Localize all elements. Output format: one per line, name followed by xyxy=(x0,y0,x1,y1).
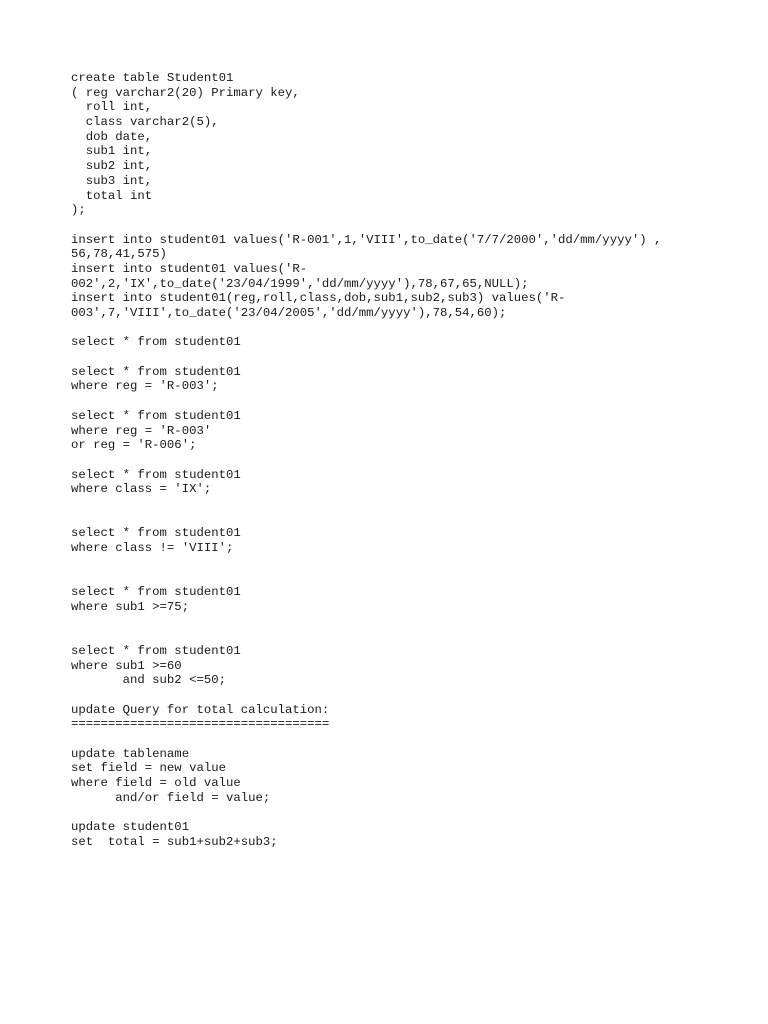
sql-code-block xyxy=(71,71,691,849)
code-line: ( reg varchar2(20) Primary key, xyxy=(71,85,300,100)
code-line xyxy=(71,629,691,644)
code-line: select * from student01 xyxy=(71,335,241,350)
code-line: where class != 'VIII'; xyxy=(71,541,234,555)
code-line: select * from student01 xyxy=(71,643,241,658)
code-line: select * from student01 xyxy=(71,408,241,423)
code-line: select * from student01 xyxy=(71,526,241,541)
code-line xyxy=(71,497,691,512)
code-line: create table Student01 xyxy=(71,71,234,85)
code-line: where reg = 'R-003'; xyxy=(71,379,219,394)
code-line xyxy=(71,732,691,747)
code-line: sub1 int, xyxy=(71,144,153,159)
code-line xyxy=(71,394,691,409)
code-line: total int xyxy=(71,188,153,203)
code-line: update student01 xyxy=(71,820,190,835)
code-line: select * from student01 xyxy=(71,467,241,482)
code-line: update Query for total calculation: xyxy=(71,702,330,717)
code-line: ); xyxy=(71,203,86,218)
code-line: where sub1 >=60 xyxy=(71,658,182,673)
code-line: 002',2,'IX',to_date('23/04/1999','dd/mm/yyyy'),78,67,65,NULL); xyxy=(71,276,529,291)
code-line: 56,78,41,575) xyxy=(71,247,167,262)
code-line: and sub2 <=50; xyxy=(71,673,226,688)
code-line: where field = old value xyxy=(71,776,241,790)
code-line xyxy=(71,688,691,703)
code-line: set field = new value xyxy=(71,761,226,776)
code-line: set total = sub1+sub2+sub3; xyxy=(71,834,278,849)
code-line: sub3 int, xyxy=(71,173,153,188)
code-line: sub2 int, xyxy=(71,159,153,174)
code-line: select * from student01 xyxy=(71,364,241,379)
code-line: insert into student01 values('R-001',1,'VIII',to_date('7/7/2000','dd/mm/yyyy') , xyxy=(71,232,662,247)
code-line xyxy=(71,350,691,365)
code-line: roll int, xyxy=(71,100,153,115)
code-line xyxy=(71,614,691,629)
code-line xyxy=(71,453,691,468)
code-line: dob date, xyxy=(71,129,153,144)
code-line: 003',7,'VIII',to_date('23/04/2005','dd/mm/yyyy'),78,54,60); xyxy=(71,306,507,320)
code-line: where reg = 'R-003' xyxy=(71,423,212,438)
code-line: select * from student01 xyxy=(71,585,241,600)
code-line xyxy=(71,556,691,571)
code-line: where sub1 >=75; xyxy=(71,599,190,614)
code-line: =================================== xyxy=(71,717,330,732)
code-line: class varchar2(5), xyxy=(71,115,219,130)
code-line xyxy=(71,321,691,336)
code-line xyxy=(71,512,691,527)
code-line: and/or field = value; xyxy=(71,790,271,805)
code-line xyxy=(71,805,691,820)
code-line: where class = 'IX'; xyxy=(71,482,212,497)
code-line: or reg = 'R-006'; xyxy=(71,438,197,453)
code-line xyxy=(71,218,691,233)
code-line: insert into student01(reg,roll,class,dob,sub1,sub2,sub3) values('R- xyxy=(71,291,566,306)
code-line: update tablename xyxy=(71,746,190,761)
code-line: insert into student01 values('R- xyxy=(71,261,308,276)
code-line xyxy=(71,570,691,585)
